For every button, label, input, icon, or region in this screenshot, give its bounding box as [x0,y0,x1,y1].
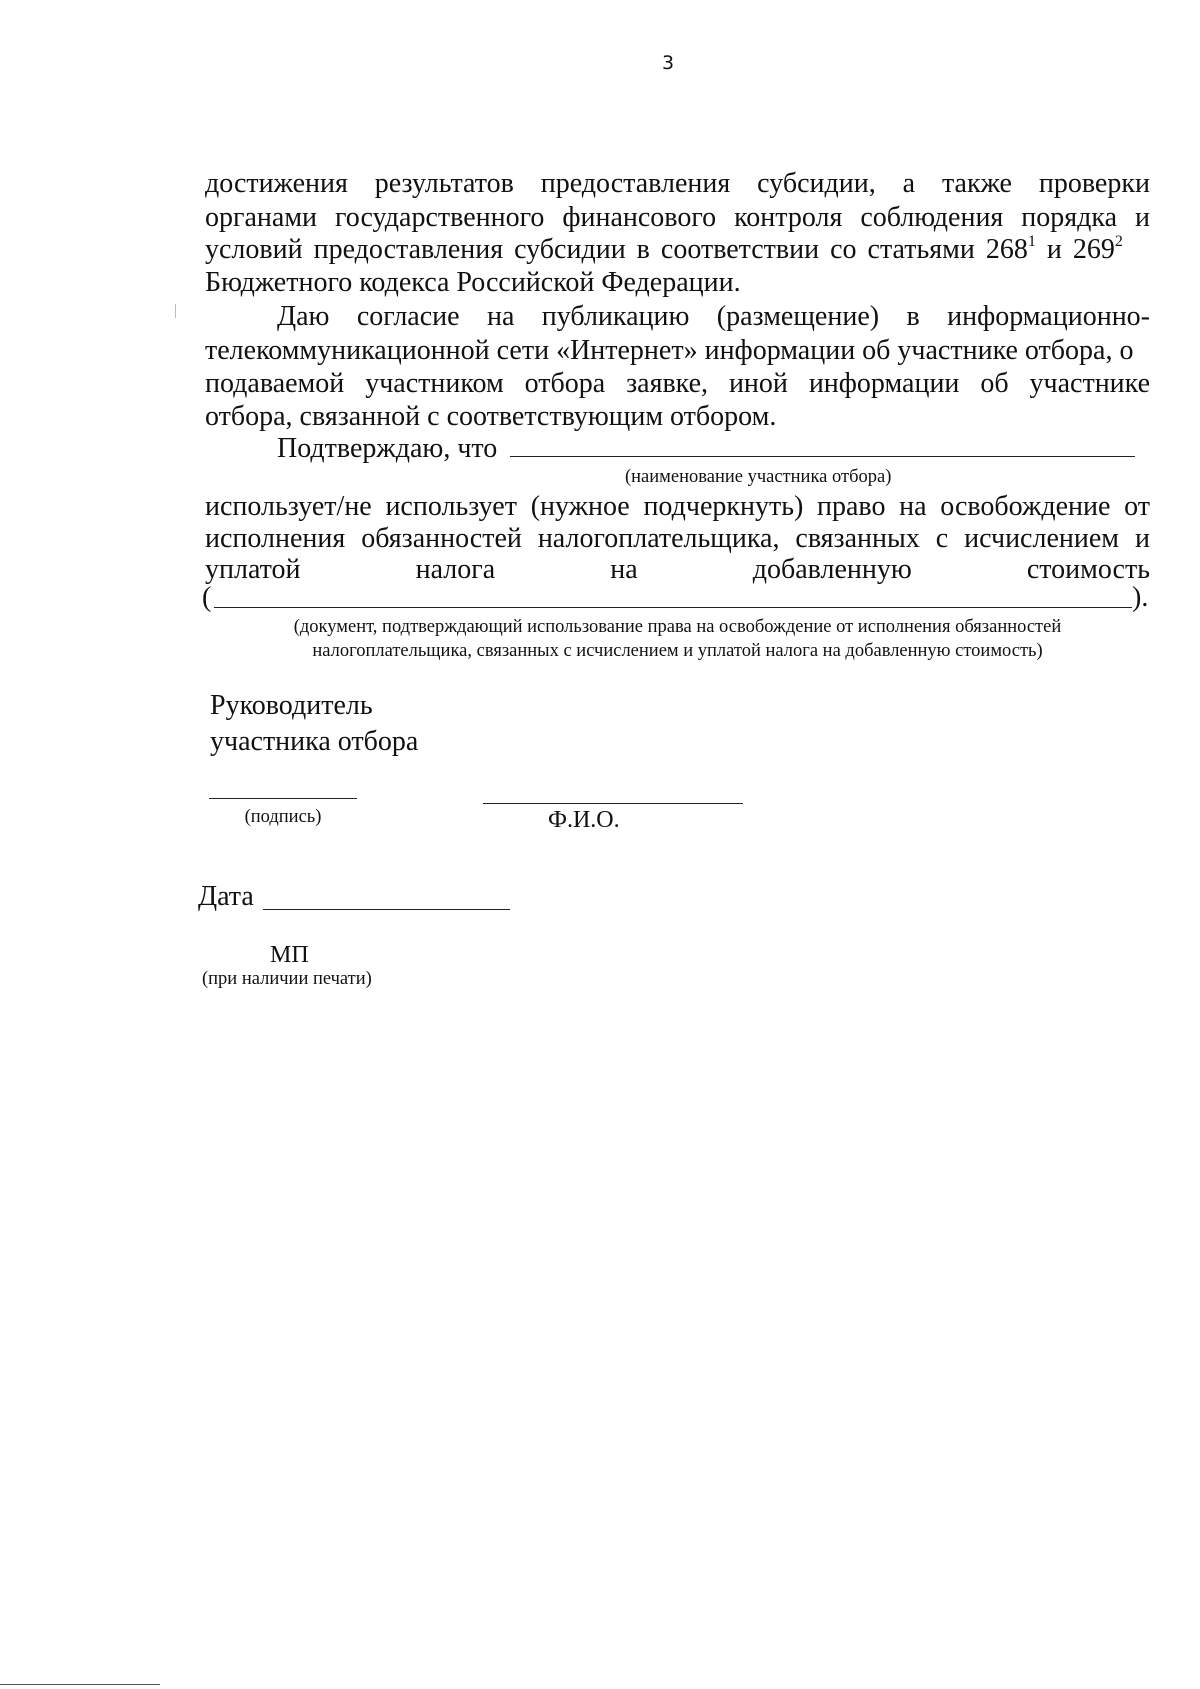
word: использует/не [205,491,372,522]
word: заявке, [626,368,709,399]
paragraph-2-line-2: телекоммуникационной сети «Интернет» информации об участнике отбора, о [205,335,1134,366]
superscript: 1 [1027,233,1036,250]
word: контроля [734,202,843,233]
word: порядка [1021,202,1118,233]
word: Даю [277,301,330,332]
tax-document-caption-line-2: налогоплательщика, связанных с исчислением и уплатой налога на добавленную стоимость) [312,641,1043,661]
tax-document-caption-line-1: (документ, подтверждающий использование права на освобождение от исполнения обязанностей [293,617,1062,637]
word: органами [205,202,318,233]
paragraph-2-line-1 [205,300,1150,334]
paragraph-2-line-3 [205,367,1150,401]
word: налога [415,554,496,585]
word: подчеркнуть) [643,491,804,522]
head-title-line-1: Руководитель [210,690,373,721]
word: об [980,368,1009,399]
open-parenthesis: ( [202,582,212,613]
paragraph-2-line-4: отбора, связанной с соответствующим отбором. [205,401,777,432]
paragraph-1-line-3 [205,233,1150,267]
word: исполнения [205,523,346,554]
head-title-line-2: участника отбора [210,726,419,757]
word: использует [385,491,517,522]
word: стоимость [1026,554,1150,585]
word: (нужное [530,491,630,522]
paragraph-3-line-3 [205,522,1150,556]
word: информации [808,368,960,399]
word: на [899,491,927,522]
participant-name-caption: (наименование участника отбора) [625,467,892,487]
word: на [486,301,515,332]
full-name-caption: Ф.И.О. [548,807,620,833]
word: обязанностей [361,523,522,554]
text-segment: условий предоставления субсидии в соответствии со статьями 268 [205,234,1028,265]
signature-caption: (подпись) [244,807,322,827]
word: отбора [524,368,606,399]
word: и [1134,523,1150,554]
paragraph-1-line-4: Бюджетного кодекса Российской Федерации. [205,267,741,298]
stamp-label: МП [270,942,309,968]
word: (размещение) [716,301,880,332]
superscript: 2 [1114,233,1123,250]
word: право [817,491,886,522]
participant-name-field[interactable] [510,432,1135,457]
confirm-line [205,432,1150,466]
page-number: 3 [661,52,675,74]
close-parenthesis: ). [1132,582,1149,613]
word: согласие [356,301,460,332]
paragraph-1-line-2 [205,201,1150,235]
word: освобождение [940,491,1111,522]
confirm-label: Подтверждаю, что [277,433,498,464]
signature-line[interactable] [209,798,357,799]
paragraph-3-line-4 [205,553,1150,587]
date-label: Дата [198,881,254,912]
stamp-caption: (при наличии печати) [202,969,372,989]
word: информационно- [947,301,1150,332]
paragraph-1-line-1 [205,167,1150,201]
word: подаваемой [205,368,345,399]
date-field[interactable] [263,909,510,910]
word: проверки [1038,168,1150,199]
word: и [1135,202,1150,233]
word: иной [728,368,788,399]
word: предоставления [540,168,731,199]
scan-edge-mark [0,1684,160,1685]
word: субсидии, [757,168,876,199]
word: достижения [205,168,348,199]
word: в [906,301,920,332]
word: на [610,554,638,585]
word: с [935,523,949,554]
word: публикацию [541,301,690,332]
word: добавленную [752,554,912,585]
word: налогоплательщика, [537,523,780,554]
word: связанных [795,523,920,554]
word: от [1124,491,1150,522]
word: участником [365,368,504,399]
word: государственного [335,202,545,233]
scan-speck [175,304,176,318]
word: соблюдения [860,202,1004,233]
word: также [941,168,1012,199]
word: исчислением [964,523,1120,554]
paragraph-3-line-2 [205,490,1150,524]
text-segment: и 269 [1035,234,1115,265]
word: результатов [374,168,514,199]
word: уплатой [205,554,301,585]
word: финансового [562,202,717,233]
tax-document-field[interactable] [214,607,1132,608]
word: а [902,168,916,199]
word: участнике [1029,368,1150,399]
